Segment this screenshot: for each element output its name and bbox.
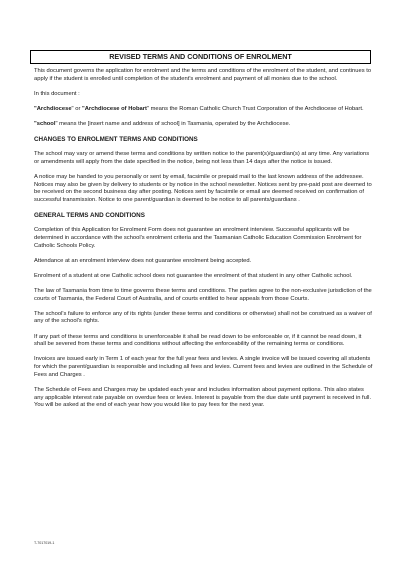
document-title: REVISED TERMS AND CONDITIONS OF ENROLMENT bbox=[30, 50, 371, 64]
general-paragraph-8: The Schedule of Fees and Charges may be updated each year and includes information about payment options. This also states any applicable interest rate payable on overdue fees or levies. Interest is payable from the due date until payment is received in full. You will be asked at the end of each year how you would like to pay fees for the next year. bbox=[34, 386, 372, 409]
general-paragraph-7: Invoices are issued early in Term 1 of each year for the full year fees and levies. A single invoice will be issued covering all students for which the parent/guardian is responsible and including all fees and levies. Current fees and levies are outlined in the Schedule of Fees and Charges . bbox=[34, 356, 373, 378]
term-or: " or bbox=[71, 105, 82, 112]
document-body bbox=[34, 68, 374, 417]
definitions-intro: In this document : bbox=[34, 90, 80, 97]
general-paragraph-6: If any part of these terms and conditions is unenforceable it shall be read down to be enforceable or, if it cannot be read down, it shall be severed from these terms and conditions without affecting the enforceability of the remaining terms or conditions. bbox=[34, 333, 362, 348]
section-heading-changes: CHANGES TO ENROLMENT TERMS AND CONDITIONS bbox=[34, 136, 198, 144]
general-paragraph-1: Completion of this Application for Enrolment Form does not guarantee an enrolment interview. Successful applicants will be determined in accordance with the school's enrolment criteria and the Tasmanian Catholic Education Commission Enrolment for Catholic Schools Policy. bbox=[34, 227, 362, 249]
general-paragraph-5: The school's failure to enforce any of its rights (under these terms and conditions or otherwise) shall not be construed as a waiver of any of the school's rights. bbox=[34, 310, 372, 325]
section-heading-general: GENERAL TERMS AND CONDITIONS bbox=[34, 212, 145, 220]
term-archdiocese: "Archdiocese bbox=[34, 105, 72, 112]
term-school: "school bbox=[34, 120, 56, 127]
definition-school bbox=[34, 121, 374, 129]
footer-document-code: T-7017019-1 bbox=[34, 541, 55, 545]
general-paragraph-2: Attendance at an enrolment interview does not guarantee enrolment being accepted. bbox=[34, 257, 252, 264]
definition-school-text: " means the [insert name and address of school] in Tasmania, operated by the Archdiocese. bbox=[55, 120, 291, 127]
changes-paragraph-1: The school may vary or amend these terms and conditions by written notice to the parent(s)/guardian(s) at any time. Any variations or amendments will apply from the date specified in the notice, being not less than 14 days after the notice is issued. bbox=[34, 151, 370, 165]
definition-archdiocese bbox=[34, 106, 374, 114]
changes-paragraph-2: A notice may be handed to you personally or sent by email, facsimile or prepaid mail to the last known address of the addressee. Notices may also be given by delivery to students or by notice in the school newsletter. Notices sent by pre-paid post are deemed to be received on the second business day after posting. Notices sent by facsimile or email are deemed received on confirmation of successful transmission. Notice to one parent/guardian is deemed to be notice to all parents/guardians . bbox=[34, 173, 372, 204]
term-archdiocese-of-hobart: "Archdiocese of Hobart bbox=[81, 105, 147, 112]
general-paragraph-4: The law of Tasmania from time to time governs these terms and conditions. The parties agree to the non-exclusive jurisdiction of the courts of Tasmania, the Federal Court of Australia, and of courts entitled to hear appeals from those Courts. bbox=[34, 287, 372, 302]
general-paragraph-3: Enrolment of a student at one Catholic school does not guarantee the enrolment of that student in any other Catholic school. bbox=[34, 272, 353, 279]
definition-archdiocese-text: " means the Roman Catholic Church Trust Corporation of the Archdiocese of Hobart. bbox=[146, 105, 364, 112]
intro-paragraph: This document governs the application for enrolment and the terms and conditions of the enrolment of the student, and continues to apply if the student is enrolled until completion of the student's enrolment and payment of all monies due to the school. bbox=[34, 68, 372, 82]
